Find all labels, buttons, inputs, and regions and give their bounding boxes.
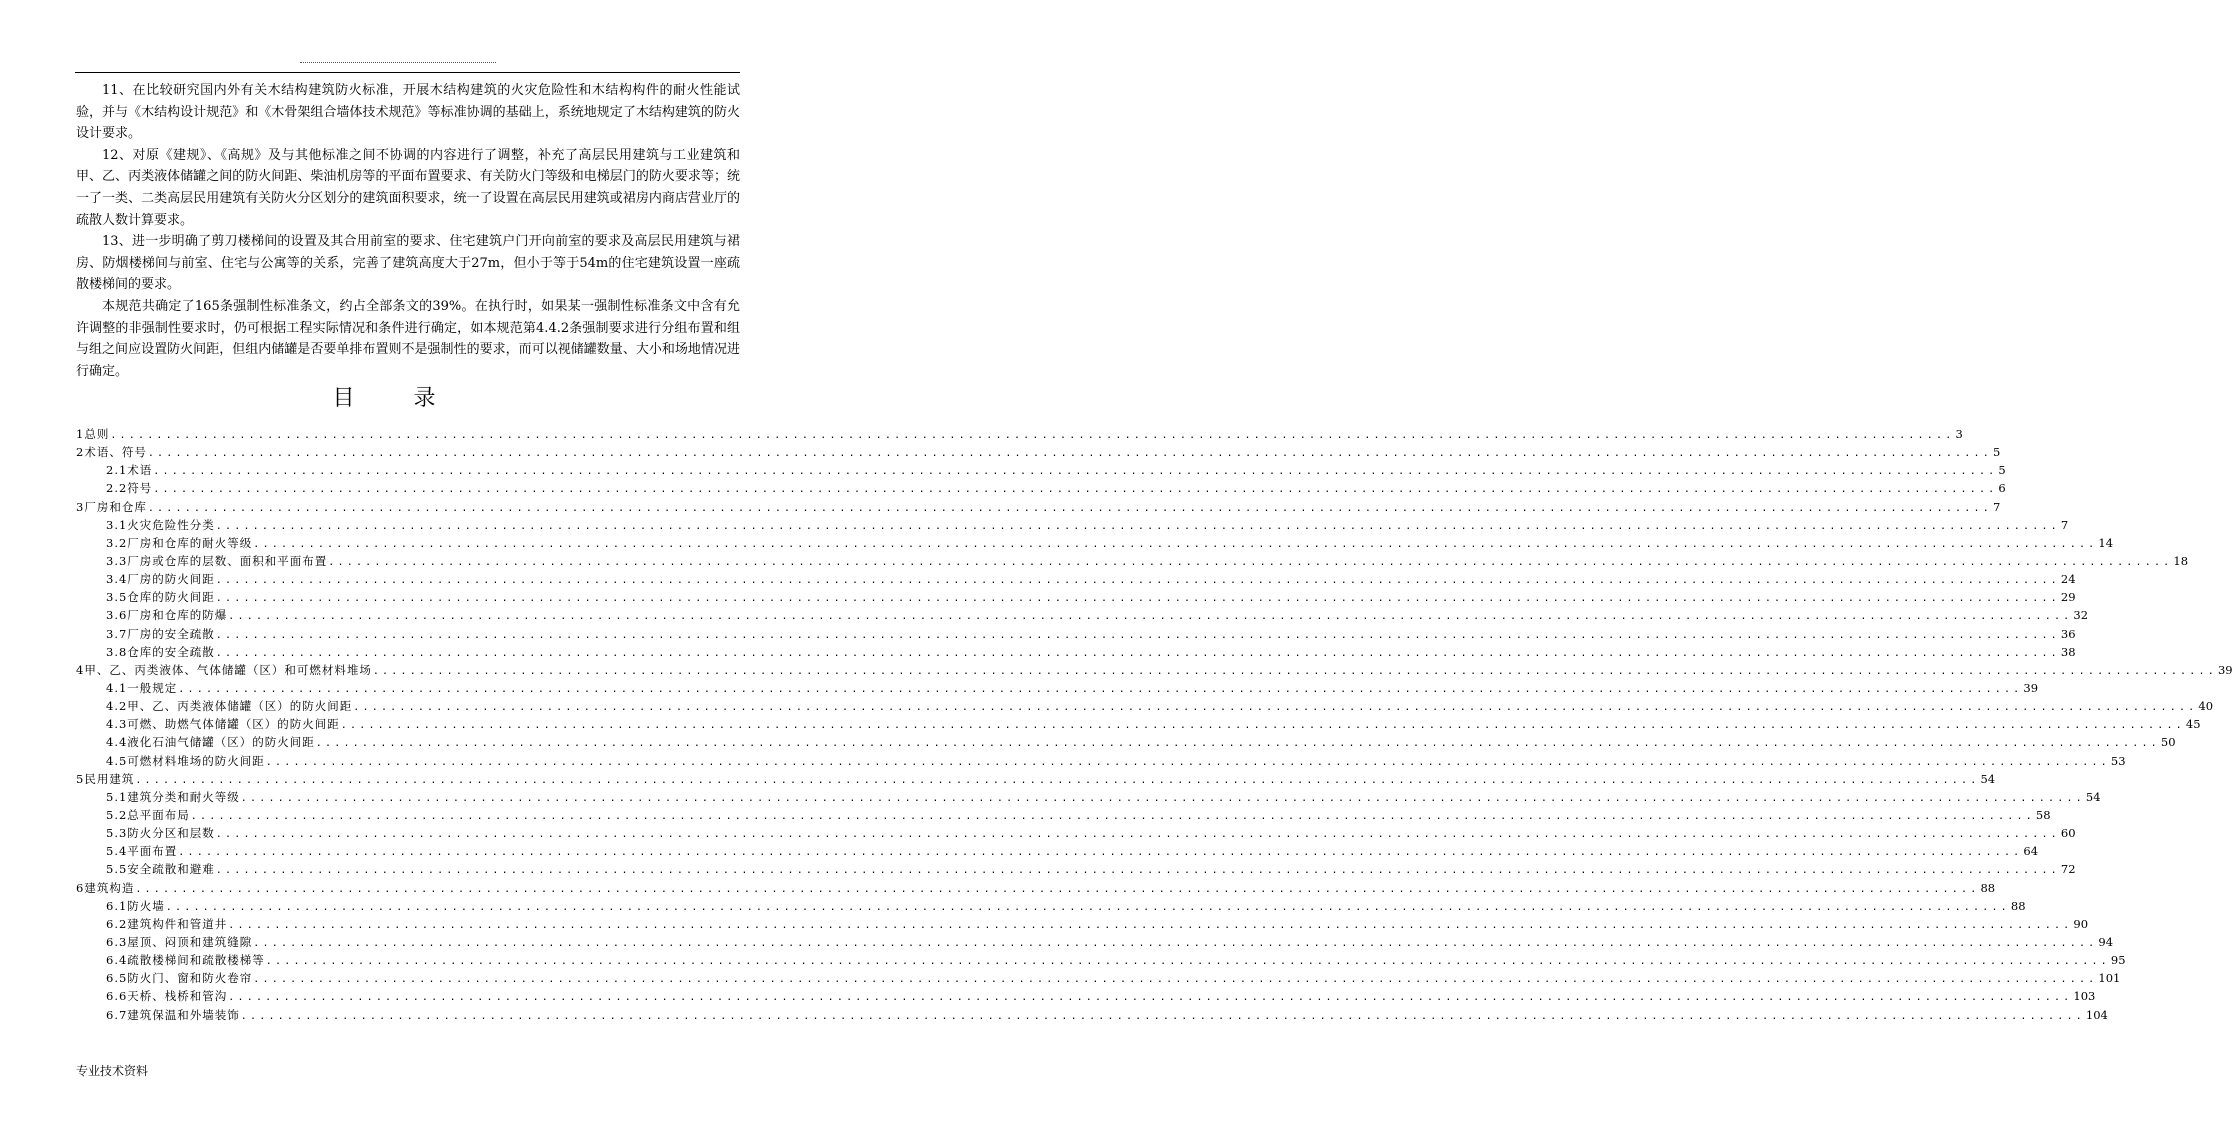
toc-leader-dots: ........................................................................................................................................................................................................	[135, 774, 1980, 786]
toc-leader-dots: ........................................................................................................................................................................................................	[228, 611, 2073, 623]
toc-entry-label: 3.8仓库的安全疏散	[106, 644, 215, 659]
toc-entry-page: 3	[1955, 427, 1963, 441]
toc-entry[interactable]	[76, 770, 1996, 788]
toc-entry[interactable]	[76, 516, 2069, 534]
toc-entry[interactable]	[76, 479, 2006, 497]
toc-entry[interactable]	[76, 625, 2076, 643]
toc-entry-label: 5.2总平面布局	[106, 807, 190, 822]
toc-leader-dots: ........................................................................................................................................................................................................	[135, 883, 1980, 895]
toc-entry-page: 18	[2173, 553, 2189, 568]
toc-entry-page: 60	[2060, 826, 2076, 841]
toc-leader-dots: ........................................................................................................................................................................................................	[253, 937, 2098, 949]
toc-entry-label: 3.2厂房和仓库的耐火等级	[106, 535, 253, 550]
toc-entry-label: 2术语、符号	[76, 445, 147, 460]
toc-entry-page: 54	[2085, 789, 2101, 804]
toc-leader-dots: ........................................................................................................................................................................................................	[253, 974, 2098, 986]
toc-entry-label: 2.2符号	[106, 481, 153, 496]
toc-entry[interactable]	[76, 679, 2039, 697]
toc-entry[interactable]	[76, 661, 2233, 679]
toc-leader-dots: ........................................................................................................................................................................................................	[190, 810, 2035, 822]
toc-entry[interactable]	[76, 824, 2076, 842]
intro-paragraph: 11、在比较研究国内外有关木结构建筑防火标准，开展木结构建筑的火灾危险性和木结构构件的耐火性能试验，并与《木结构设计规范》和《木骨架组合墙体技术规范》等标准协调的基础上，系统地规定了木结构建筑的防火设计要求。	[76, 83, 740, 142]
toc-entry-label: 4甲、乙、丙类液体、气体储罐（区）和可燃材料堆场	[76, 662, 372, 677]
toc-entry-page: 39	[2023, 680, 2039, 695]
toc-leader-dots: ........................................................................................................................................................................................................	[165, 901, 2010, 913]
toc-leader-dots: ........................................................................................................................................................................................................	[240, 792, 2085, 804]
toc-entry-page: 40	[2198, 699, 2214, 714]
toc-leader-dots: ........................................................................................................................................................................................................	[147, 448, 1992, 460]
toc-entry[interactable]	[76, 498, 2001, 516]
toc-entry-page: 36	[2060, 626, 2076, 641]
toc-entry-page: 29	[2060, 590, 2076, 605]
toc-leader-dots: ........................................................................................................................................................................................................	[110, 430, 1955, 441]
toc-entry[interactable]	[76, 933, 2114, 951]
toc-entry-label: 6.1防火墙	[106, 898, 165, 913]
toc-leader-dots: ........................................................................................................................................................................................................	[215, 829, 2060, 841]
intro-section	[76, 80, 740, 382]
toc-entry-page: 50	[2160, 735, 2176, 750]
toc-entry-label: 6.3屋顶、闷顶和建筑缝隙	[106, 934, 253, 949]
toc-entry-label: 4.4液化石油气储罐（区）的防火间距	[106, 735, 315, 750]
toc-entry-page: 94	[2098, 934, 2114, 949]
toc-entry-page: 6	[1998, 481, 2006, 496]
toc-entry-label: 5民用建筑	[76, 771, 135, 786]
toc-leader-dots: ........................................................................................................................................................................................................	[228, 919, 2073, 931]
toc-leader-dots: ........................................................................................................................................................................................................	[253, 538, 2098, 550]
toc-entry[interactable]	[76, 788, 2101, 806]
toc-entry-page: 88	[2010, 898, 2026, 913]
toc-entry[interactable]	[76, 461, 2006, 479]
toc-entry-label: 3.4厂房的防火间距	[106, 572, 215, 587]
toc-entry[interactable]	[76, 752, 2126, 770]
toc-entry-label: 4.1一般规定	[106, 680, 178, 695]
toc-entry[interactable]	[76, 806, 2051, 824]
toc-entry-label: 2.1术语	[106, 463, 153, 478]
toc-entry[interactable]	[76, 552, 2189, 570]
toc-leader-dots: ........................................................................................................................................................................................................	[240, 1010, 2085, 1022]
toc-leader-dots: ........................................................................................................................................................................................................	[147, 502, 1992, 514]
toc-leader-dots: ........................................................................................................................................................................................................	[178, 847, 2023, 859]
toc-entry-label: 4.3可燃、助燃气体储罐（区）的防火间距	[106, 717, 340, 732]
intro-paragraph: 本规范共确定了165条强制性标准条文，约占全部条文的39%。在执行时，如果某一强制性标准条文中含有允许调整的非强制性要求时，仍可根据工程实际情况和条件进行确定，如本规范第4.4.2条强制要求进行分组布置和组与组之间应设置防火间距，但组内储罐是否要单排布置则不是强制性的要求，而可以视储罐数量、大小和场地情况进行确定。	[76, 298, 740, 379]
toc-entry-page: 7	[1992, 499, 2001, 514]
toc-entry-page: 5	[1998, 463, 2006, 478]
toc-entry-label: 3.6厂房和仓库的防爆	[106, 608, 228, 623]
toc-entry-label: 3.3厂房或仓库的层数、面积和平面布置	[106, 553, 328, 568]
toc-leader-dots: ........................................................................................................................................................................................................	[228, 992, 2073, 1004]
toc-entry[interactable]	[76, 951, 2126, 969]
toc-entry[interactable]	[76, 697, 2214, 715]
toc-entry[interactable]	[76, 879, 1996, 897]
toc-leader-dots: ........................................................................................................................................................................................................	[215, 629, 2060, 641]
toc-entry-page: 95	[2110, 953, 2126, 968]
toc-entry[interactable]	[76, 715, 2201, 733]
toc-entry-page: 53	[2110, 753, 2126, 768]
toc-entry-page: 7	[2060, 517, 2069, 532]
toc-entry-label: 3.7厂房的安全疏散	[106, 626, 215, 641]
toc-entry-label: 6.4疏散楼梯间和疏散楼梯等	[106, 953, 265, 968]
toc-entry[interactable]	[76, 643, 2076, 661]
toc-entry-page: 54	[1980, 771, 1996, 786]
toc-entry-page: 39	[2217, 662, 2233, 677]
toc-entry[interactable]	[76, 842, 2039, 860]
toc-entry-page: 104	[2085, 1007, 2108, 1022]
header-rule	[75, 72, 740, 73]
toc-entry-page: 72	[2060, 862, 2076, 877]
table-of-contents	[76, 425, 2233, 1024]
toc-entry[interactable]	[76, 534, 2114, 552]
toc-entry-page: 103	[2073, 989, 2096, 1004]
toc-leader-dots: ........................................................................................................................................................................................................	[215, 865, 2060, 877]
toc-leader-dots: ........................................................................................................................................................................................................	[265, 756, 2110, 768]
toc-entry[interactable]	[76, 987, 2096, 1005]
toc-entry[interactable]	[76, 570, 2076, 588]
toc-entry-label: 6.5防火门、窗和防火卷帘	[106, 971, 253, 986]
toc-entry-page: 5	[1992, 445, 2001, 460]
footer-text: 专业技术资料	[76, 1064, 149, 1078]
toc-entry[interactable]	[76, 606, 2089, 624]
toc-entry-label: 5.3防火分区和层数	[106, 826, 215, 841]
toc-entry-page: 58	[2035, 807, 2051, 822]
toc-entry-label: 3.5仓库的防火间距	[106, 590, 215, 605]
toc-entry-label: 5.4平面布置	[106, 844, 178, 859]
header-dotted-line	[300, 62, 496, 63]
toc-entry-label: 4.5可燃材料堆场的防火间距	[106, 753, 265, 768]
toc-entry-page: 32	[2073, 608, 2089, 623]
toc-entry-label: 3厂房和仓库	[76, 499, 147, 514]
toc-entry-page: 88	[1980, 880, 1996, 895]
toc-entry[interactable]	[76, 915, 2089, 933]
toc-entry-page: 24	[2060, 572, 2076, 587]
toc-entry-page: 90	[2073, 916, 2089, 931]
intro-paragraph: 13、进一步明确了剪刀楼梯间的设置及其合用前室的要求、住宅建筑户门开向前室的要求及高层民用建筑与裙房、防烟楼梯间与前室、住宅与公寓等的关系，完善了建筑高度大于27m，但小于等于54m的住宅建筑设置一座疏散楼梯间的要求。	[76, 234, 740, 293]
toc-leader-dots: ........................................................................................................................................................................................................	[215, 647, 2060, 659]
toc-entry-label: 4.2甲、乙、丙类液体储罐（区）的防火间距	[106, 699, 353, 714]
toc-entry-label: 6建筑构造	[76, 880, 135, 895]
toc-entry-label: 6.7建筑保温和外墙装饰	[106, 1007, 240, 1022]
toc-leader-dots: ........................................................................................................................................................................................................	[353, 702, 2198, 714]
toc-entry[interactable]	[76, 897, 2026, 915]
toc-entry-page: 14	[2098, 535, 2114, 550]
toc-entry[interactable]	[76, 1006, 2108, 1024]
toc-leader-dots: ........................................................................................................................................................................................................	[215, 575, 2060, 587]
toc-leader-dots: ........................................................................................................................................................................................................	[153, 484, 1998, 496]
toc-entry[interactable]	[76, 588, 2076, 606]
toc-leader-dots: ........................................................................................................................................................................................................	[340, 720, 2185, 732]
toc-leader-dots: ........................................................................................................................................................................................................	[315, 738, 2160, 750]
toc-entry-page: 101	[2098, 971, 2121, 986]
toc-leader-dots: ........................................................................................................................................................................................................	[328, 556, 2173, 568]
toc-entry-page: 45	[2185, 717, 2201, 732]
toc-entry[interactable]	[76, 969, 2121, 987]
toc-entry-label: 3.1火灾危险性分类	[106, 517, 215, 532]
toc-entry[interactable]	[76, 860, 2076, 878]
toc-entry[interactable]	[76, 425, 1963, 443]
toc-entry[interactable]	[76, 733, 2176, 751]
toc-entry-page: 38	[2060, 644, 2076, 659]
toc-entry-label: 6.6天桥、栈桥和管沟	[106, 989, 228, 1004]
toc-leader-dots: ........................................................................................................................................................................................................	[215, 520, 2060, 532]
toc-leader-dots: ........................................................................................................................................................................................................	[178, 683, 2023, 695]
toc-entry-label: 1总则	[76, 427, 110, 441]
toc-entry-label: 5.5安全疏散和避难	[106, 862, 215, 877]
toc-leader-dots: ........................................................................................................................................................................................................	[153, 466, 1998, 478]
toc-entry[interactable]	[76, 443, 2001, 461]
intro-paragraph: 12、对原《建规》、《高规》及与其他标准之间不协调的内容进行了调整，补充了高层民用建筑与工业建筑和甲、乙、丙类液体储罐之间的防火间距、柴油机房等的平面布置要求、有关防火门等级和电梯层门的防火要求等；统一了一类、二类高层民用建筑有关防火分区划分的建筑面积要求，统一了设置在高层民用建筑或裙房内商店营业厅的疏散人数计算要求。	[76, 147, 740, 228]
toc-title: 目 录	[332, 386, 462, 411]
toc-entry-label: 6.2建筑构件和管道井	[106, 916, 228, 931]
toc-leader-dots: ........................................................................................................................................................................................................	[372, 665, 2217, 677]
toc-entry-label: 5.1建筑分类和耐火等级	[106, 789, 240, 804]
toc-leader-dots: ........................................................................................................................................................................................................	[265, 956, 2110, 968]
toc-leader-dots: ........................................................................................................................................................................................................	[215, 593, 2060, 605]
toc-entry-page: 64	[2023, 844, 2039, 859]
